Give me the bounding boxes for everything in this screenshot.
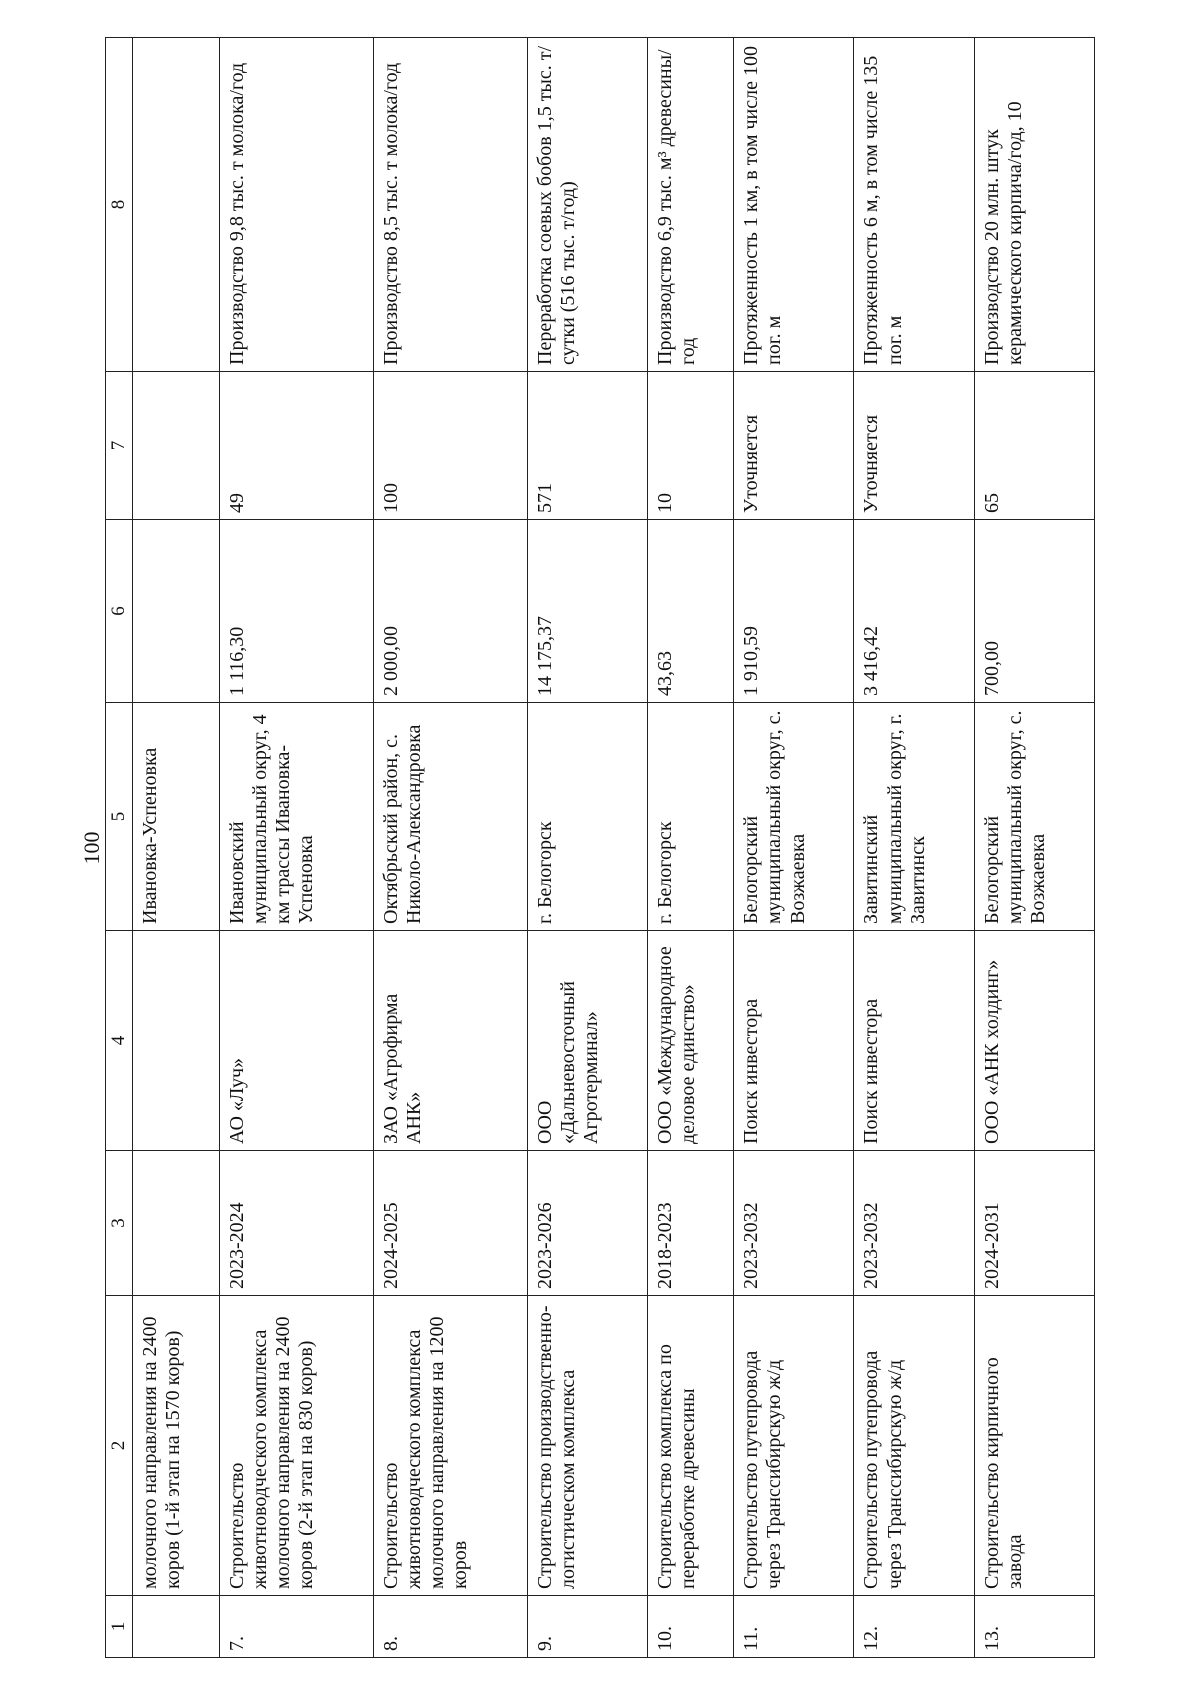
header-row: [106, 38, 133, 1658]
cell-jobs: 571: [527, 372, 647, 520]
rotated-table-wrapper: [105, 38, 1095, 1658]
cell-location: Завитинский муниципальный округ, г. Завитинск: [854, 703, 974, 931]
col-header-5: 5: [106, 703, 133, 931]
cell-capacity: Протяженность 1 км, в том числе 100 пог. м: [734, 38, 854, 372]
cell-number: 8.: [373, 1596, 527, 1658]
col-header-6: 6: [106, 520, 133, 703]
cell-cost: 43,63: [647, 520, 733, 703]
cell-cost: 14 175,37: [527, 520, 647, 703]
cell-name: Строительство путепровода через Транссибирскую ж/д: [854, 1296, 974, 1596]
cell-name: Строительство комплекса по переработке древесины: [647, 1296, 733, 1596]
table-row: [647, 38, 733, 1658]
cell-name: Строительство животноводческого комплекса молочного направления на 2400 коров (2-й этап на 830 коров): [219, 1296, 373, 1596]
cell-investor: АО «Луч»: [219, 931, 373, 1151]
cell-jobs: 10: [647, 372, 733, 520]
cell-cost: 1 116,30: [219, 520, 373, 703]
col-header-4: 4: [106, 931, 133, 1151]
cell-period: 2018-2023: [647, 1151, 733, 1296]
cell-capacity: Протяженность 6 м, в том числе 135 пог. м: [854, 38, 974, 372]
cell-cost: 1 910,59: [734, 520, 854, 703]
cell-jobs: 100: [373, 372, 527, 520]
table-row: [854, 38, 974, 1658]
investment-projects-table: [105, 37, 1095, 1658]
cell-jobs: [133, 372, 219, 520]
cell-location: г. Белогорск: [527, 703, 647, 931]
cell-period: 2023-2024: [219, 1151, 373, 1296]
col-header-8: 8: [106, 38, 133, 372]
col-header-1: 1: [106, 1596, 133, 1658]
cell-location: г. Белогорск: [647, 703, 733, 931]
cell-period: [133, 1151, 219, 1296]
cell-capacity: Производство 8,5 тыс. т молока/год: [373, 38, 527, 372]
table-row: [219, 38, 373, 1658]
cell-investor: Поиск инвестора: [734, 931, 854, 1151]
cell-jobs: Уточняется: [734, 372, 854, 520]
cell-location: Ивановский муниципальный округ, 4 км трассы Ивановка-Успеновка: [219, 703, 373, 931]
cell-location: Ивановка-Успеновка: [133, 703, 219, 931]
cell-jobs: 65: [974, 372, 1094, 520]
cell-period: 2023-2026: [527, 1151, 647, 1296]
cell-location: Белогорский муниципальный округ, с. Возжаевка: [974, 703, 1094, 931]
table-row: [974, 38, 1094, 1658]
cell-jobs: Уточняется: [854, 372, 974, 520]
cell-number: 11.: [734, 1596, 854, 1658]
cell-period: 2023-2032: [854, 1151, 974, 1296]
cell-number: [133, 1596, 219, 1658]
cell-capacity: Производство 20 млн. штук керамического кирпича/год, 10: [974, 38, 1094, 372]
table-row: [133, 38, 219, 1658]
cell-period: 2024-2025: [373, 1151, 527, 1296]
cell-number: 9.: [527, 1596, 647, 1658]
cell-name: Строительство животноводческого комплекса молочного направления на 1200 коров: [373, 1296, 527, 1596]
page-number: 100: [79, 831, 104, 865]
cell-capacity: Производство 9,8 тыс. т молока/год: [219, 38, 373, 372]
cell-name: Строительство производственно-логистическом комплекса: [527, 1296, 647, 1596]
col-header-7: 7: [106, 372, 133, 520]
cell-name: Строительство путепровода через Транссибирскую ж/д: [734, 1296, 854, 1596]
cell-period: 2023-2032: [734, 1151, 854, 1296]
cell-name: молочного направления на 2400 коров (1-й этап на 1570 коров): [133, 1296, 219, 1596]
cell-number: 13.: [974, 1596, 1094, 1658]
table-row: [734, 38, 854, 1658]
cell-location: Октябрьский район, с. Николо-Александровка: [373, 703, 527, 931]
cell-cost: [133, 520, 219, 703]
cell-number: 12.: [854, 1596, 974, 1658]
cell-investor: ООО «АНК холдинг»: [974, 931, 1094, 1151]
cell-period: 2024-2031: [974, 1151, 1094, 1296]
col-header-2: 2: [106, 1296, 133, 1596]
cell-investor: ЗАО «Агрофирма АНК»: [373, 931, 527, 1151]
col-header-3: 3: [106, 1151, 133, 1296]
table-row: [527, 38, 647, 1658]
cell-number: 7.: [219, 1596, 373, 1658]
cell-cost: 3 416,42: [854, 520, 974, 703]
cell-investor: [133, 931, 219, 1151]
table-row: [373, 38, 527, 1658]
cell-cost: 2 000,00: [373, 520, 527, 703]
cell-investor: Поиск инвестора: [854, 931, 974, 1151]
cell-capacity: Производство 6,9 тыс. м³ древесины/год: [647, 38, 733, 372]
cell-investor: ООО «Дальневосточный Агротерминал»: [527, 931, 647, 1151]
cell-name: Строительство кирпичного завода: [974, 1296, 1094, 1596]
cell-jobs: 49: [219, 372, 373, 520]
cell-capacity: Переработка соевых бобов 1,5 тыс. т/сутки (516 тыс. т/год): [527, 38, 647, 372]
cell-capacity: [133, 38, 219, 372]
cell-cost: 700,00: [974, 520, 1094, 703]
cell-number: 10.: [647, 1596, 733, 1658]
cell-investor: ООО «Международное деловое единство»: [647, 931, 733, 1151]
cell-location: Белогорский муниципальный округ, с. Возжаевка: [734, 703, 854, 931]
